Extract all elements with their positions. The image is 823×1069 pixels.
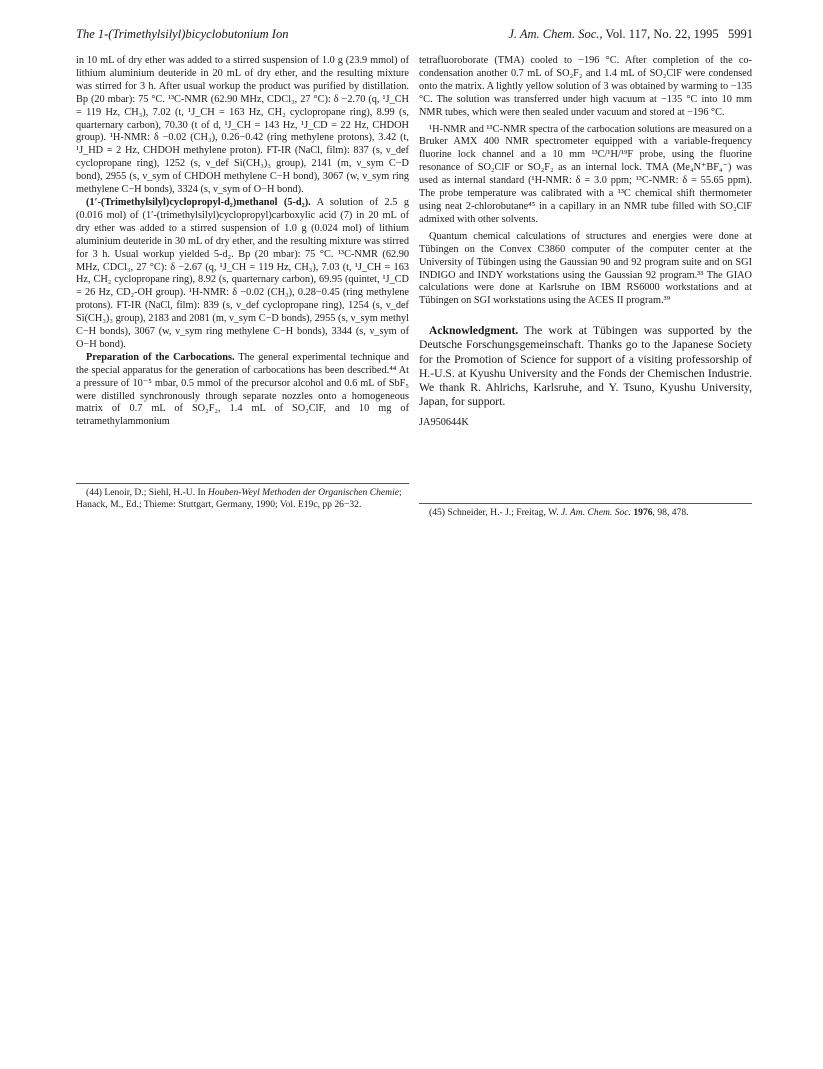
paragraph-cont-right: tetrafluoroborate (TMA) cooled to −196 °C. After completion of the co-condensation another 0.7 mL of SO₂F₂ and 1.4 mL of SO₂ClF were condensed onto the matrix. A lightly yellow solution of 3 was obtained by warming to −135 °C. The solution was transferred under high vacuum at −135 °C into 10 mm NMR tubes, which were then sealed under vacuum and stored at −196 °C. bbox=[419, 55, 752, 118]
footnote-45: (45) Schneider, H.- J.; Freitag, W. J. Am. Chem. Soc. 1976, 98, 478. bbox=[429, 507, 689, 518]
left-column bbox=[76, 55, 409, 429]
paragraph-methanol-d2: (1′-(Trimethylsilyl)cyclopropyl-d₂)methanol (5-d₂). A solution of 2.5 g (0.016 mol) of (1′-(trimethylsilyl)cyclopropyl)carboxylic acid (7) in 20 mL of dry ether was added to a stirred suspension of 1.0 g (0.024 mol) of lithium aluminium deuteride in 30 mL of dry ether, and the resulting mixture was stirred for 3 h. Usual workup yielded 5-d₂. Bp (20 mbar): 75 °C. ¹³C-NMR (62.90 MHz, CDCl₃, 27 °C): δ −2.67 (q, ¹J_CH = 119 Hz, CH₃), 7.03 (t, ¹J_CH = 163 Hz, CH₂ cyclopropane ring), 8.92 (s, quarternary carbon), 69.95 (quintet, ¹J_CD = 26 Hz, CD₂-OH group). ¹H-NMR: δ −0.02 (CH₃), 0.28−0.45 (ring methylene protons). FT-IR (NaCl, film): 839 (s, ν_def cyclopropane ring), 1254 (s, ν_def Si(CH₃)₃ group), 2183 and 2081 (m, ν_sym C−D bonds), 2955 (s, ν_sym methyl C−H bonds), 3067 (w, ν_sym ring methylene C−H bonds), 3344 (s, ν_sym of O−H bond). bbox=[76, 196, 410, 350]
paragraph-quantum: Quantum chemical calculations of structures and energies were done at Tübingen on the Convex C3860 computer of the computer center at the University of Tübingen using the Gaussian 90 and 92 program suite and on SGI INDIGO and INDY workstations using the Gaussian 92 program.³³ The GIAO calculations were done at Karlsruhe on IBM RS6000 workstations and at Tübingen on SGI workstations using the ACES II program.³⁹ bbox=[419, 230, 752, 307]
acknowledgment: Acknowledgment. The work at Tübingen was supported by the Deutsche Forschungsgemeinschaft. Thanks go to the Japanese Society for the Promotion of Science for support of a visiting professorship of H.-U.S. at Kyushu University and the Fonds der Chemischen Industrie. We thank R. Ahlrichs, Karlsruhe, and Y. Tsuno, Kyushu University, Japan, for support. bbox=[419, 324, 752, 409]
right-column bbox=[419, 55, 752, 430]
running-title: The 1-(Trimethylsilyl)bicyclobutonium Ion bbox=[76, 27, 289, 41]
paragraph-cont: in 10 mL of dry ether was added to a stirred suspension of 1.0 g (23.9 mmol) of lithium aluminium deuteride in 20 mL of dry ether, and the resulting mixture was stirred for 3 h. After usual workup the product was purified by distillation. Bp (20 mbar): 75 °C. ¹³C-NMR (62.90 MHz, CDCl₃, 27 °C): δ −2.70 (q, ¹J_CH = 119 Hz, CH₃), 7.02 (t, ¹J_CH = 163 Hz, CH₂ cyclopropane ring), 8.99 (s, quarternary carbon), 70.30 (t of d, ¹J_CH = 143 Hz, ¹J_CD = 22 Hz, CHDOH group). ¹H-NMR: δ −0.02 (CH₃), 0.26−0.42 (ring methylene protons), 3.42 (t, ¹J_HD = 2 Hz, CHDOH methylene proton). FT-IR (NaCl, film): 837 (s, ν_def cyclopropane ring), 1252 (s, ν_def Si(CH₃)₃ group), 2141 (m, ν_sym C−D bond), 2955 (s, ν_sym of CHDOH methylene C−H bond), 3067 (w, ν_sym ring methylene C−H bonds), 3324 (s, ν_sym of O−H bond). bbox=[76, 55, 409, 196]
manuscript-code: JA950644K bbox=[419, 417, 469, 429]
section-heading: Preparation of the Carbocations. bbox=[86, 351, 235, 363]
volume-issue: Vol. 117, No. 22, 1995 bbox=[605, 27, 719, 41]
compound-heading: (1′-(Trimethylsilyl)cyclopropyl-d₂)methanol (5-d₂). bbox=[86, 196, 311, 208]
paragraph-carbocations: Preparation of the Carbocations. The general experimental technique and the special apparatus for the generation of carbocations has been described.⁴⁴ At a pressure of 10⁻⁵ mbar, 0.5 mmol of the precursor alcohol and 0.6 mL of SbF₅ were distilled synchronously through separate nozzles onto a homogeneous matrix of 0.7 mL of SO₂F₂, 1.4 mL of SO₂ClF, and 10 mg of tetramethylammonium bbox=[76, 351, 409, 428]
journal-citation bbox=[508, 27, 753, 42]
page-number: 5991 bbox=[728, 27, 753, 41]
footnote-44: (44) Lenoir, D.; Siehl, H.-U. In Houben-Weyl Methoden der Organischen Chemie; Hanack, M., Ed.; Thieme: Stuttgart, Germany, 1990; Vol. E19c, pp 26−32. bbox=[76, 487, 402, 510]
paragraph-nmr: ¹H-NMR and ¹³C-NMR spectra of the carbocation solutions are measured on a Bruker AMX 400 NMR spectrometer equipped with a variable-frequency fluorine lock channel and a 10 mm ¹³C/¹H/¹⁹F probe, using the fluorine resonance of SO₂ClF or SO₂F₂ as an internal lock. TMA (Me₄N⁺BF₄⁻) was used as internal standard (¹H-NMR: δ = 3.0 ppm; ¹³C-NMR: δ = 55.65 ppm). The probe temperature was calibrated with a ¹³C chemical shift thermometer using neat 2-chlorobutane⁴⁵ in a capillary in an NMR tube filled with SO₂ClF admixed with other solvents. bbox=[419, 123, 752, 225]
footnotes-left bbox=[76, 483, 409, 510]
footnotes-right bbox=[419, 503, 752, 519]
ack-heading: Acknowledgment. bbox=[429, 324, 519, 338]
journal-name: J. Am. Chem. Soc., bbox=[508, 27, 603, 41]
